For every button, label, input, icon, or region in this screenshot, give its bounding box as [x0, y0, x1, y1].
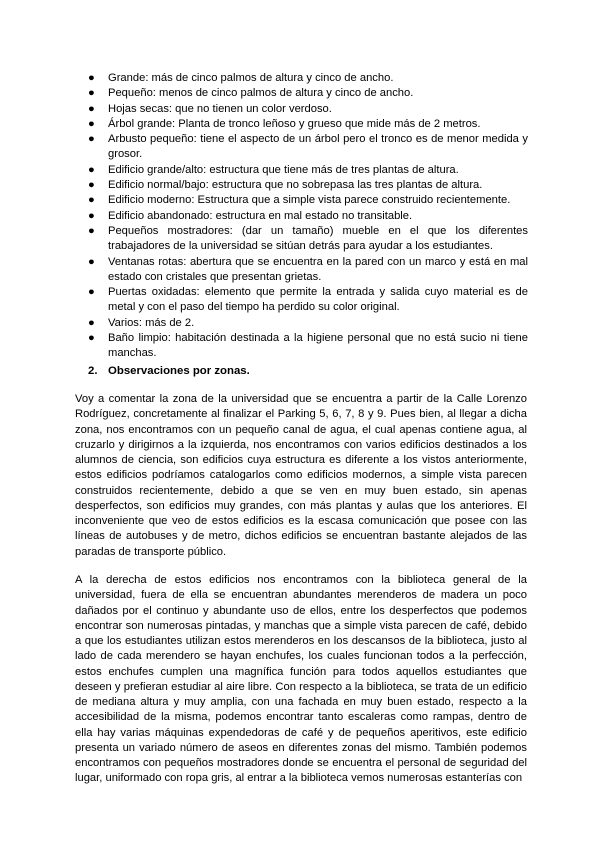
list-item-text: Baño limpio: habitación destinada a la higiene personal que no está sucio ni tiene manchas. — [108, 332, 528, 360]
definitions-list — [88, 71, 528, 362]
bullet-icon: ● — [88, 179, 95, 192]
list-item — [88, 86, 528, 101]
list-item — [88, 132, 528, 163]
list-item-text: Pequeños mostradores: (dar un tamaño) mueble en el que los diferentes trabajadores de la universidad se sitúan detrás para ayudar a los estudiantes. — [108, 224, 528, 253]
body-paragraph: A la derecha de estos edificios nos encontramos con la biblioteca general de la universidad, fuera de ella se encuentran abundantes merenderos de madera un poco dañados por el continuo y abundante uso de ellos, entre los desperfectos que podemos encontrar son numerosas pintadas, y manchas que a simple vista parecen de café, debido a que los estudiantes utilizan estos merenderos en los descansos de la biblioteca, justo al lado de cada merendero se hayan enchufes, los cuales funcionan todos a la perfección, estos enchufes cumplen una magnífica función para todos aquellos estudiantes que deseen y prefieran estudiar al aire libre. Con respecto a la biblioteca, se trata de un edificio de mediana altura y muy amplia, con una fachada en muy buen estado, respecto a la accesibilidad de la misma, podemos encontrar tanto escaleras como rampas, dentro de ella hay varias máquinas expendedoras de café y de pequeños aperitivos, este edificio presenta un variado número de aseos en diferentes zonas del mismo. También podemos encontramos con pequeños mostradores donde se encuentra el personal de seguridad del lugar, uniformado con ropa gris, al entrar a la biblioteca vemos numerosas estanterías con — [75, 574, 527, 785]
list-item — [88, 178, 528, 193]
list-item-text: Puertas oxidadas: elemento que permite la entrada y salida cuyo material es de metal y con el paso del tiempo ha perdido su color original. — [108, 286, 528, 314]
section-heading — [88, 364, 250, 379]
section-title: Observaciones por zonas. — [108, 365, 250, 377]
list-item — [88, 316, 528, 331]
bullet-icon: ● — [88, 72, 95, 84]
bullet-icon: ● — [88, 194, 95, 207]
list-item — [88, 102, 528, 117]
body-paragraph: Voy a comentar la zona de la universidad que se encuentra a partir de la Calle Lorenzo Rodríguez, concretamente al finalizar el Parking 5, 6, 7, 8 y 9. Pues bien, al llegar a dicha zona, nos encontramos con un pequeño canal de agua, el cual apenas contiene agua, al cruzarlo y dirigirnos a la izquierda, nos encontramos con varios edificios destinados a los alumnos de ciencia, son edificios cuya estructura es diferente a los vistos anteriormente, estos edificios podríamos catalogarlos como edificios modernos, a simple vista parecen construidos recientemente, debido a que se ven en muy buen estado, sin apenas desperfectos, son edificios muy grandes, con más plantas y aulas que los anteriores. El inconveniente que veo de estos edificios es la escasa comunicación que posee con las líneas de autobuses y de metro, dichos edificios se encuentran bastante alejados de las paradas de transporte público. — [75, 393, 527, 558]
list-item-text: Arbusto pequeño: tiene el aspecto de un árbol pero el tronco es de menor medida y grosor. — [108, 133, 528, 161]
list-item — [88, 193, 528, 208]
list-item — [88, 285, 528, 316]
list-item — [88, 209, 528, 224]
list-item-text: Pequeño: menos de cinco palmos de altura y cinco de ancho. — [108, 87, 414, 100]
bullet-icon: ● — [88, 87, 95, 100]
list-item-text: Edificio normal/bajo: estructura que no sobrepasa las tres plantas de altura. — [108, 179, 483, 192]
list-item-text: Hojas secas: que no tienen un color verdoso. — [108, 102, 332, 115]
list-item — [88, 255, 528, 286]
bullet-icon: ● — [88, 163, 95, 176]
bullet-icon: ● — [88, 332, 95, 345]
bullet-icon: ● — [88, 224, 95, 237]
list-item-text: Edificio moderno: Estructura que a simple vista parece construido recientemente. — [108, 194, 511, 207]
list-item-text: Varios: más de 2. — [108, 316, 195, 329]
list-item-text: Edificio grande/alto: estructura que tiene más de tres plantas de altura. — [108, 163, 459, 176]
list-item — [88, 331, 528, 362]
bullet-icon: ● — [88, 286, 95, 299]
bullet-icon: ● — [88, 316, 95, 329]
bullet-icon: ● — [88, 255, 95, 268]
list-item — [88, 71, 528, 86]
bullet-icon: ● — [88, 117, 95, 130]
bullet-icon: ● — [88, 209, 95, 222]
bullet-icon: ● — [88, 102, 95, 115]
bullet-icon: ● — [88, 133, 95, 146]
list-item — [88, 163, 528, 178]
list-item — [88, 117, 528, 132]
list-item — [88, 224, 528, 255]
list-item-text: Edificio abandonado: estructura en mal estado no transitable. — [108, 209, 413, 222]
section-number: 2. — [88, 365, 98, 377]
list-item-text: Ventanas rotas: abertura que se encuentra en la pared con un marco y está en mal estado con cristales que presentan grietas. — [108, 255, 528, 283]
list-item-text: Grande: más de cinco palmos de altura y cinco de ancho. — [108, 72, 394, 84]
list-item-text: Árbol grande: Planta de tronco leñoso y grueso que mide más de 2 metros. — [108, 117, 481, 130]
